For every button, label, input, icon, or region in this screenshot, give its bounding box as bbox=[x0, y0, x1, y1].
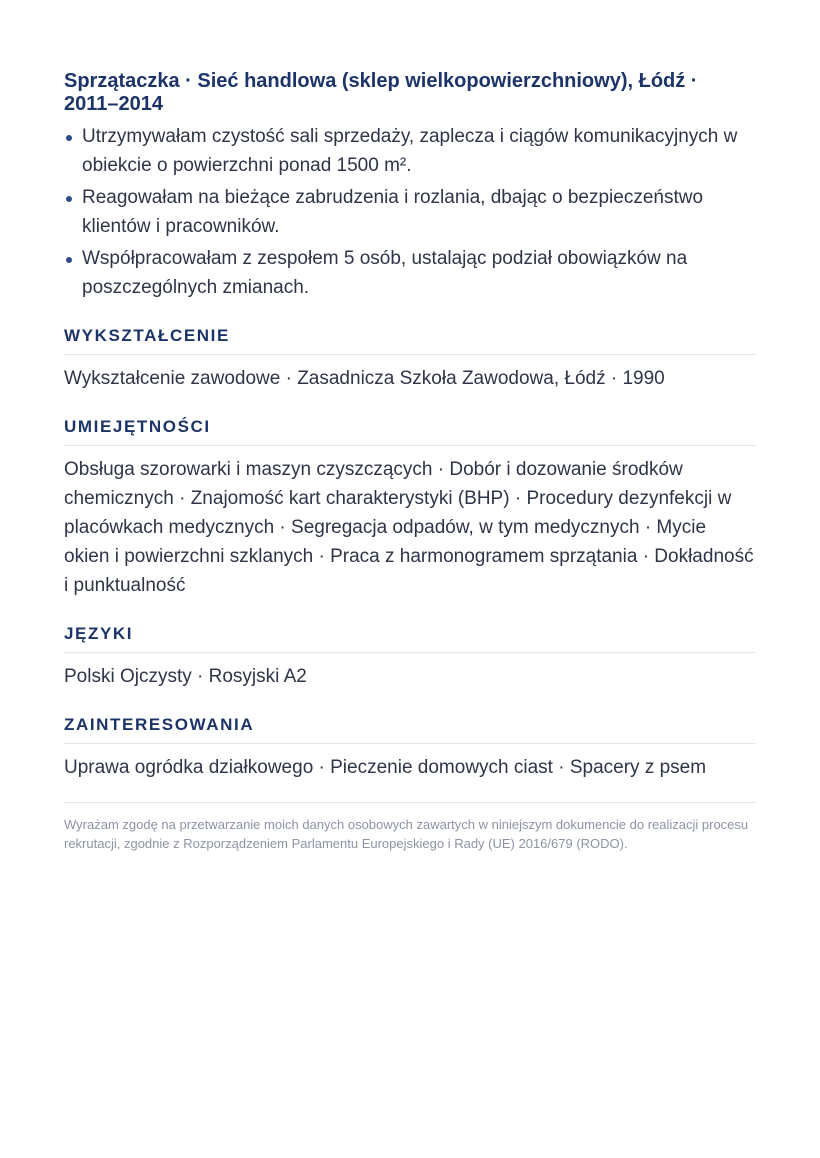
skills-text: Obsługa szorowarki i maszyn czyszczących · Dobór i dozowanie środków chemicznych · Znajomość kart charakterystyki (BHP) · Procedury dezynfekcji w placówkach medycznych · Segregacja odpadów, w tym medycznych · Mycie okien i powierzchni szklanych · Praca z harmonogramem sprzątania · Dokładność i punktualność bbox=[64, 459, 754, 596]
job-duty-item: Utrzymywałam czystość sali sprzedaży, zaplecza i ciągów komunikacyjnych w obiekcie o powierzchni ponad 1500 m². bbox=[64, 122, 756, 180]
education-section bbox=[64, 326, 756, 393]
job-title: Sprzątaczka · Sieć handlowa (sklep wielkopowierzchniowy), Łódź · 2011–2014 bbox=[64, 70, 698, 115]
footer-divider bbox=[64, 802, 756, 803]
job-duties-list bbox=[64, 122, 756, 302]
education-text: Wykształcenie zawodowe · Zasadnicza Szkoła Zawodowa, Łódź · 1990 bbox=[64, 368, 665, 389]
languages-heading: JĘZYKI bbox=[64, 624, 756, 653]
resume-page bbox=[64, 70, 756, 853]
interests-section bbox=[64, 715, 756, 782]
job-duty-item: Reagowałam na bieżące zabrudzenia i rozlania, dbając o bezpieczeństwo klientów i pracowników. bbox=[64, 183, 756, 241]
skills-section bbox=[64, 417, 756, 600]
gdpr-consent-clause: Wyrażam zgodę na przetwarzanie moich danych osobowych zawartych w niniejszym dokumencie do realizacji procesu rekrutacji, zgodnie z Rozporządzeniem Parlamentu Europejskiego i Rady (UE) 2016/679 (RODO). bbox=[64, 817, 749, 851]
education-heading: WYKSZTAŁCENIE bbox=[64, 326, 756, 355]
experience-entry bbox=[64, 70, 756, 302]
interests-heading: ZAINTERESOWANIA bbox=[64, 715, 756, 744]
languages-section bbox=[64, 624, 756, 691]
job-duty-item: Współpracowałam z zespołem 5 osób, ustalając podział obowiązków na poszczególnych zmianach. bbox=[64, 244, 756, 302]
skills-heading: UMIEJĘTNOŚCI bbox=[64, 417, 756, 446]
interests-text: Uprawa ogródka działkowego · Pieczenie domowych ciast · Spacery z psem bbox=[64, 757, 707, 778]
languages-text: Polski Ojczysty · Rosyjski A2 bbox=[64, 666, 307, 687]
